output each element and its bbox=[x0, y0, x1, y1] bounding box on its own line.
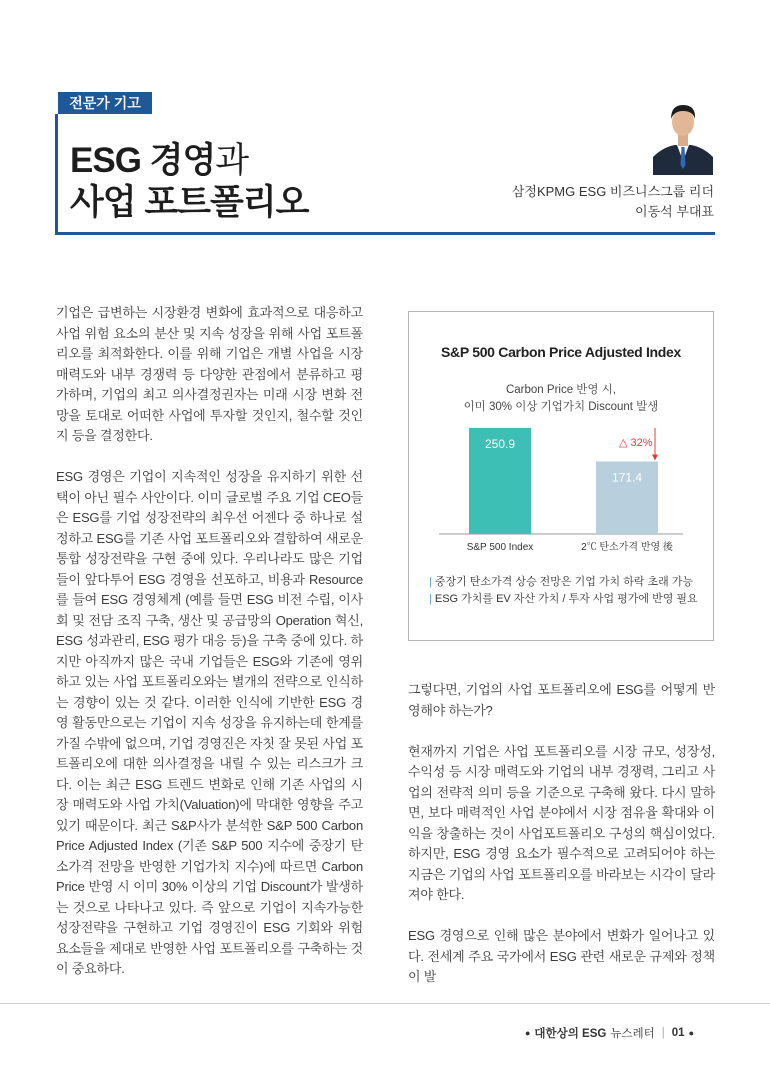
footer-separator: | bbox=[661, 1027, 665, 1039]
paragraph: 그렇다면, 기업의 사업 포트폴리오에 ESG를 어떻게 반영해야 하는가? bbox=[408, 682, 715, 718]
footer-publication-suffix: 뉴스레터 bbox=[610, 1028, 655, 1040]
chart-note: | 중장기 탄소가격 상승 전망은 기업 가치 하락 초래 가능 bbox=[429, 576, 694, 588]
author-name: 이동석 부대표 bbox=[635, 204, 714, 219]
chart-notes bbox=[429, 574, 698, 608]
paragraph: 현재까지 기업은 사업 포트폴리오를 시장 규모, 성장성, 수익성 등 시장 매력도와 기업의 내부 경쟁력, 그리고 사업의 전략적 의미 등을 기준으로 구축해 왔다. 다시 말하면, 보다 매력적인 사업 분야에서 시장 점유율 확대와 이익을 창출하는 것이 사업포트폴리오 구성의 핵심이었다. 하지만, ESG 경영 요소가 필수적으로 고려되어야 하는 지금은 기업의 사업 포트폴리오를 바라보는 시각이 달라져야 한다. bbox=[408, 743, 715, 902]
change-label: △ 32% bbox=[619, 436, 653, 449]
article-title bbox=[70, 140, 308, 224]
right-column bbox=[408, 680, 715, 988]
category-label: 2℃ 탄소가격 반영 後 bbox=[581, 542, 673, 553]
author-affiliation: 삼정KPMG ESG 비즈니스그룹 리더 bbox=[511, 184, 714, 199]
chart-note: | ESG 가치를 EV 자산 가치 / 투자 사업 평가에 반영 필요 bbox=[429, 593, 698, 605]
title-line1-bold: ESG 경영 bbox=[70, 141, 216, 180]
author-photo bbox=[653, 95, 713, 175]
section-tag: 전문가 기고 bbox=[58, 92, 152, 114]
chart-subtitle-line2: 이미 30% 이상 기업가치 Discount 발생 bbox=[463, 401, 659, 413]
title-accent-bar bbox=[55, 114, 58, 234]
bar-value-label: 250.9 bbox=[484, 436, 516, 451]
bullet-dot: ● bbox=[524, 1028, 531, 1038]
left-column bbox=[56, 303, 363, 980]
footer bbox=[525, 1025, 694, 1041]
change-arrow-head bbox=[652, 454, 658, 460]
paragraph: 기업은 급변하는 시장환경 변화에 효과적으로 대응하고 사업 위험 요소의 분산 및 지속 성장을 위해 사업 포트폴리오를 최적화한다. 이를 위해 기업은 개별 사업을 시장 매력도와 내부 경쟁력 등 다양한 관점에서 분류하고 평가하며, 기업의 최고 의사결정권자는 미래 시장 변화 전망을 토대로 어떠한 사업에 투자할 것인지, 철수할 것인지 등을 결정한다. bbox=[56, 305, 363, 443]
chart-title: S&P 500 Carbon Price Adjusted Index bbox=[440, 344, 682, 360]
author-info bbox=[512, 182, 714, 222]
bar-chart bbox=[409, 312, 713, 572]
chart-box bbox=[408, 311, 714, 641]
chart-subtitle-line1: Carbon Price 반영 시, bbox=[505, 384, 617, 396]
paragraph: ESG 경영은 기업이 지속적인 성장을 유지하기 위한 선택이 아닌 필수 사안이다. 이미 글로벌 주요 기업 CEO들은 ESG를 기업 성장전략의 최우선 어젠다 중 하나로 설정하고 ESG를 기존 사업 포트폴리오와 결합하여 새로운 통합 성장전략을 구현 중에 있다. 우리나라도 많은 기업들이 앞다투어 ESG 경영을 선포하고, 비용과 Resource를 들여 ESG 경영체계 (예를 들면 ESG 비전 수립, 이사회 및 전담 조직 구축, 생산 및 공급망의 Operation 혁신, ESG 성과관리, ESG 평가 대응 등)을 구축 중에 있다. 하지만 아직까지 많은 국내 기업들은 ESG와 기존에 영위하고 있는 사업 포트폴리오와는 별개의 전략으로 인식하는 경향이 있는 것 같다. 이러한 인식에 기반한 ESG 경영 활동만으로는 기업이 지속 성장을 유지하는데 한계를 가질 수밖에 없으며, 기업 경영진은 자칫 잘 못된 사업 포트폴리오에 대한 의사결정을 내릴 수 있는 리스크가 크다. 이는 최근 ESG 트렌드 변화로 인해 기존 사업의 시장 매력도와 사업 가치(Valuation)에 막대한 영향을 주고 있기 때문이다. 최근 S&P사가 분석한 S&P 500 Carbon Price Adjusted Index (기존 S&P 500 지수에 중장기 탄소가격 전망을 반영한 기업가치 지수)에 따르면 Carbon Price 반영 시 이미 30% 이상의 기업 Discount가 발생하는 것으로 나타나고 있다. 즉 앞으로 기업이 지속가능한 성장전략을 구현하고 기업 경영진이 ESG 기회와 위험 요소들을 제대로 반영한 사업 포트폴리오를 구축하는 것이 중요하다. bbox=[56, 469, 363, 976]
header-divider bbox=[55, 232, 715, 235]
title-line1-light: 과 bbox=[215, 141, 249, 180]
footer-publication: 대한상의 ESG bbox=[534, 1028, 607, 1040]
paragraph: ESG 경영으로 인해 많은 분야에서 변화가 일어나고 있다. 전세계 주요 국가에서 ESG 관련 새로운 규제와 정책이 발 bbox=[408, 928, 715, 984]
title-line2: 사업 포트폴리오 bbox=[70, 183, 309, 222]
bullet-dot: ● bbox=[688, 1028, 694, 1038]
bar-value-label: 171.4 bbox=[611, 470, 643, 485]
footer-divider bbox=[0, 1003, 770, 1004]
page-number: 01 bbox=[671, 1027, 685, 1039]
category-label: S&P 500 Index bbox=[466, 542, 534, 553]
